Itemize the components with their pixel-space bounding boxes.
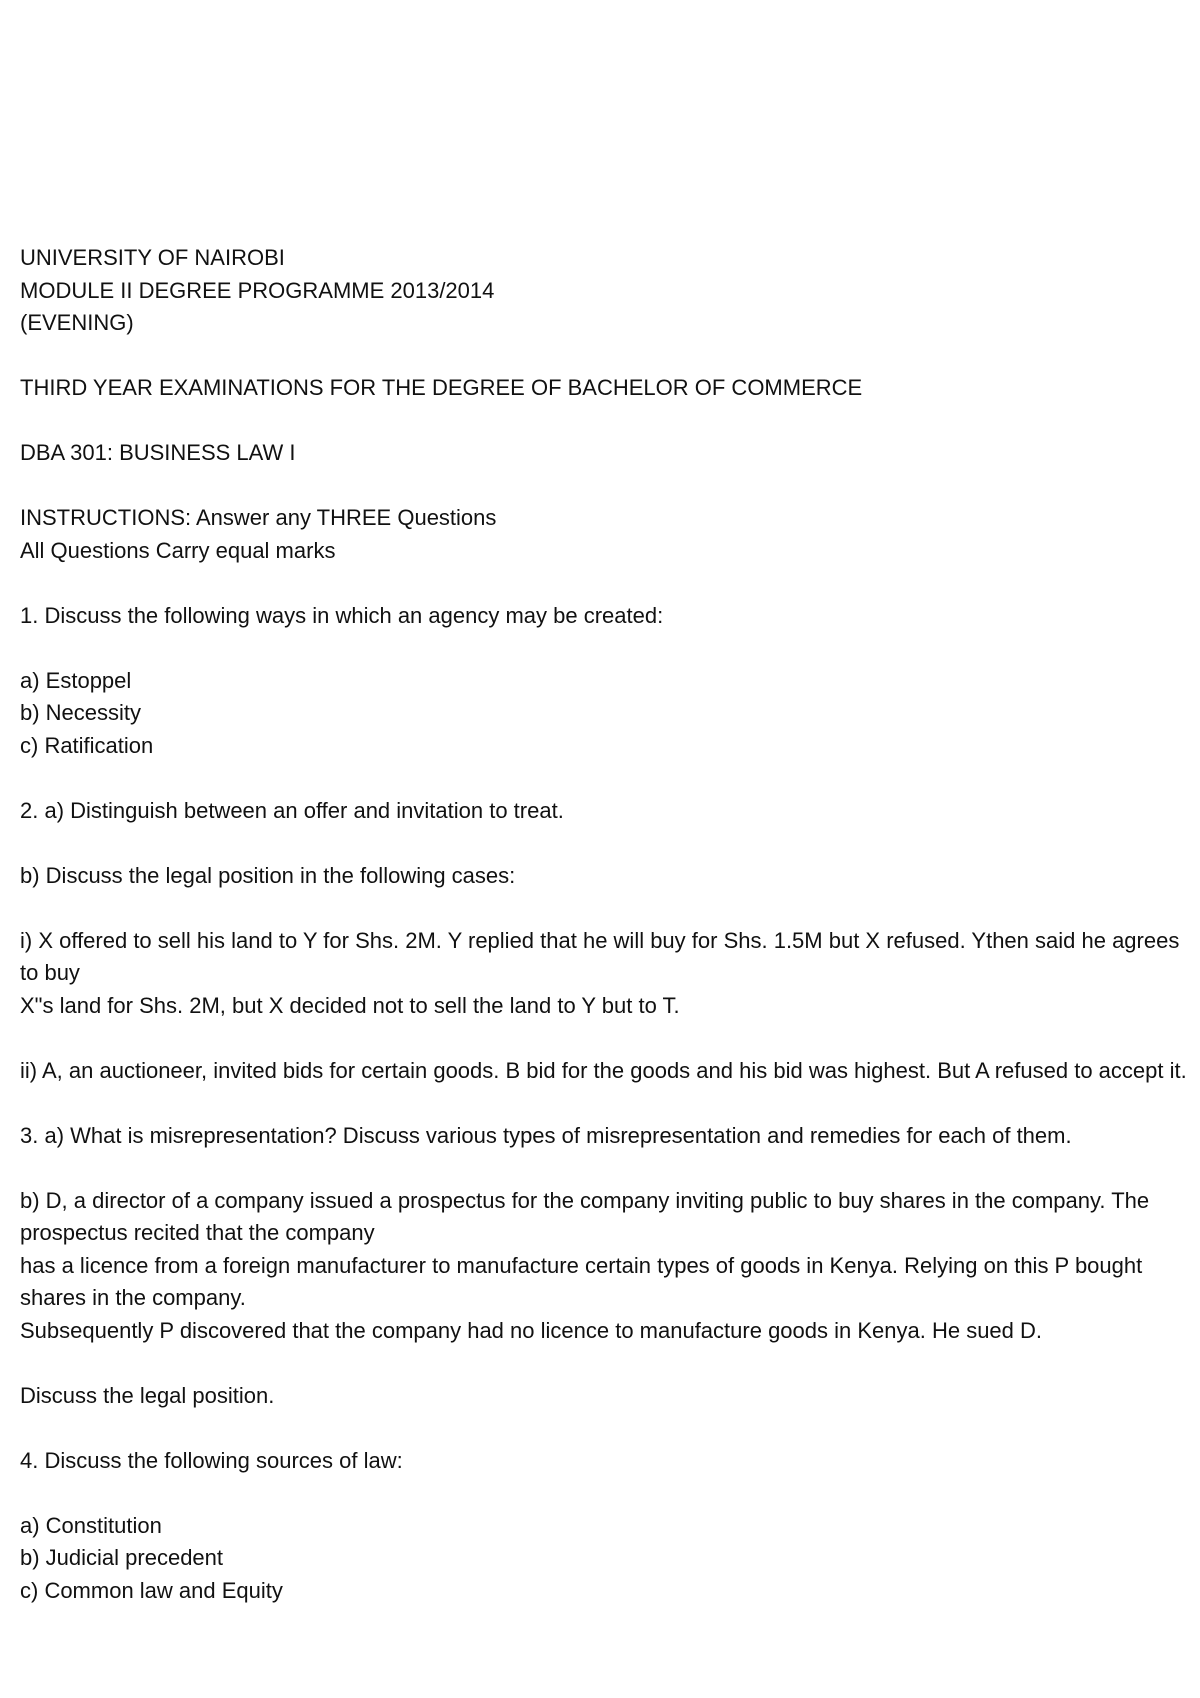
question-4-item: a) Constitution bbox=[20, 1512, 162, 1538]
question-4-item: b) Judicial precedent bbox=[20, 1545, 224, 1570]
question-1-item: c) Ratification bbox=[20, 732, 154, 758]
question-2b: b) Discuss the legal position in the following cases: bbox=[20, 862, 516, 888]
question-3b-task: Discuss the legal position. bbox=[20, 1382, 275, 1408]
question-1-item: a) Estoppel bbox=[20, 667, 132, 693]
spacer bbox=[20, 340, 1190, 373]
spacer bbox=[20, 1152, 1190, 1185]
question-2b-case-i: i) X offered to sell his land to Y for Shs. 2M. Y replied that he will buy for Shs. 1.5M but X refused. Ythen said he agrees to buy bbox=[20, 927, 1186, 985]
spacer bbox=[20, 762, 1190, 795]
instructions-line: INSTRUCTIONS: Answer any THREE Questions bbox=[20, 505, 497, 530]
spacer bbox=[20, 1087, 1190, 1120]
session-label: (EVENING) bbox=[20, 310, 134, 335]
spacer bbox=[20, 892, 1190, 925]
exam-paper bbox=[20, 242, 1190, 1607]
spacer bbox=[20, 1477, 1190, 1510]
spacer bbox=[20, 1347, 1190, 1380]
question-2a: 2. a) Distinguish between an offer and invitation to treat. bbox=[20, 797, 564, 823]
instructions-marks: All Questions Carry equal marks bbox=[20, 537, 336, 563]
spacer bbox=[20, 827, 1190, 860]
exam-title: THIRD YEAR EXAMINATIONS FOR THE DEGREE OF BACHELOR OF COMMERCE bbox=[20, 375, 863, 400]
question-3b-continued: Subsequently P discovered that the company had no licence to manufacture goods in Kenya. He sued D. bbox=[20, 1317, 1043, 1343]
question-4-stem: 4. Discuss the following sources of law: bbox=[20, 1447, 403, 1473]
spacer bbox=[20, 1412, 1190, 1445]
programme-title: MODULE II DEGREE PROGRAMME 2013/2014 bbox=[20, 277, 495, 303]
university-name: UNIVERSITY OF NAIROBI bbox=[20, 245, 285, 270]
question-2b-case-i-continued: X"s land for Shs. 2M, but X decided not to sell the land to Y but to T. bbox=[20, 992, 680, 1018]
spacer bbox=[20, 567, 1190, 600]
question-4-item: c) Common law and Equity bbox=[20, 1577, 283, 1603]
question-2b-case-ii: ii) A, an auctioneer, invited bids for certain goods. B bid for the goods and his bid was highest. But A refused to accept it. bbox=[20, 1057, 1187, 1083]
question-3b: b) D, a director of a company issued a prospectus for the company inviting public to buy shares in the company. The prospectus recited that the company bbox=[20, 1187, 1156, 1245]
spacer bbox=[20, 470, 1190, 503]
question-1-stem: 1. Discuss the following ways in which an agency may be created: bbox=[20, 602, 664, 628]
spacer bbox=[20, 632, 1190, 665]
spacer bbox=[20, 1022, 1190, 1055]
question-3b-continued: has a licence from a foreign manufacturer to manufacture certain types of goods in Kenya. Relying on this P bought shares in the company. bbox=[20, 1252, 1149, 1310]
course-title: DBA 301: BUSINESS LAW I bbox=[20, 440, 296, 465]
question-3a: 3. a) What is misrepresentation? Discuss various types of misrepresentation and remedies for each of them. bbox=[20, 1122, 1072, 1148]
question-1-item: b) Necessity bbox=[20, 700, 142, 725]
spacer bbox=[20, 405, 1190, 438]
